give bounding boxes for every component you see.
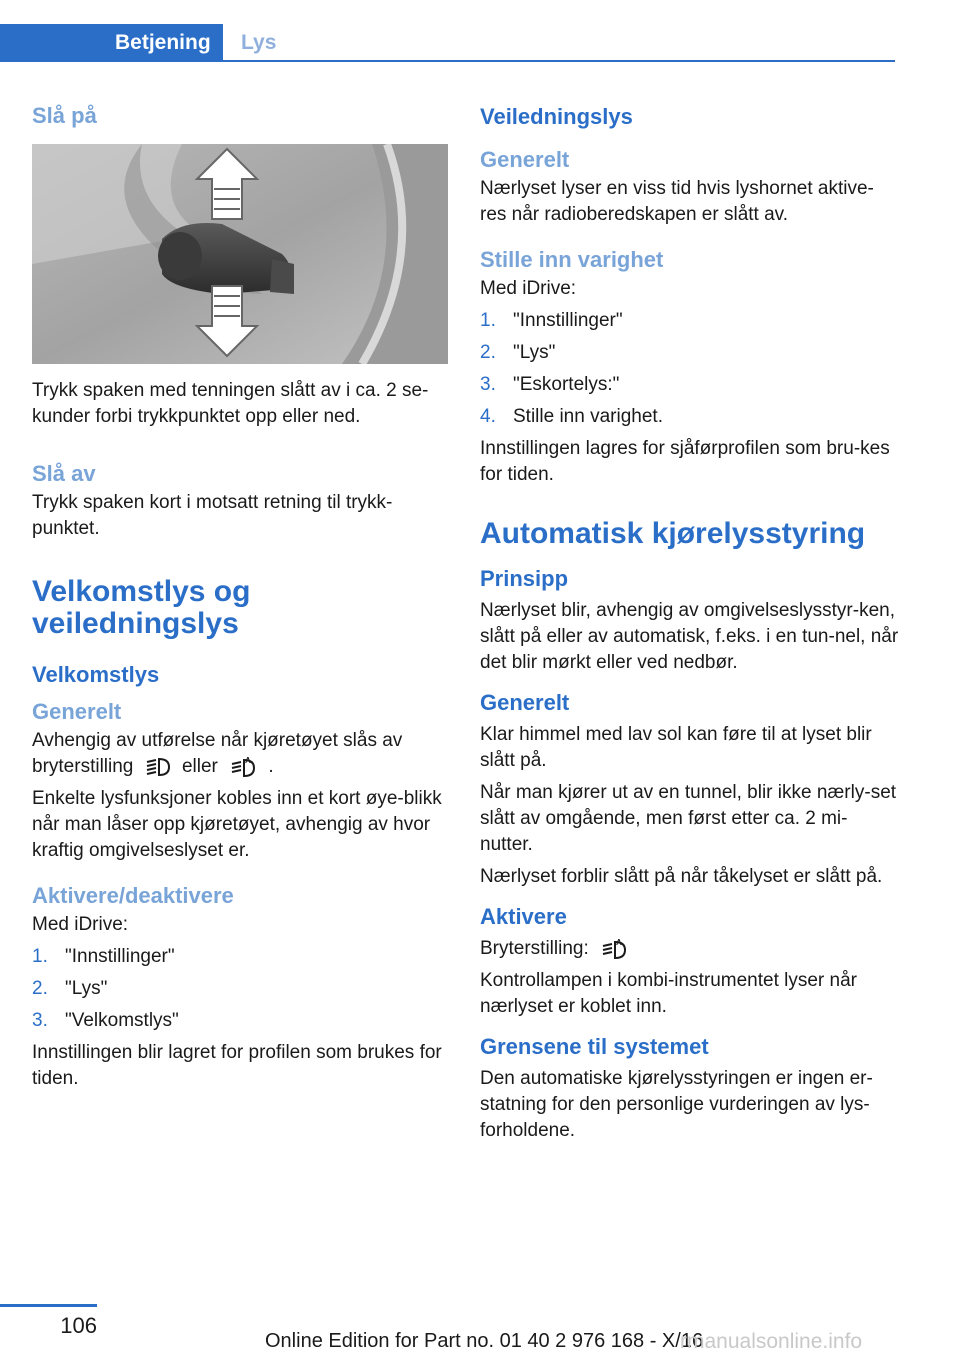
footer-accent-line [0,1304,97,1307]
heading-generelt-auto: Generelt [480,690,570,715]
page-header [0,24,895,62]
heading-sla-av: Slå av [32,461,96,486]
page-number: 106 [60,1313,97,1338]
stalk-illustration-svg [32,144,448,364]
heading-velkomstlys-og-veiledningslys: Velkomstlys og veiledningslys [32,575,251,640]
heading-velkomstlys: Velkomstlys [32,662,160,687]
svg-text:A: A [616,937,622,947]
heading-aktivere-deaktivere: Aktivere/deaktivere [32,883,234,908]
low-beam-icon [145,756,171,778]
tab-betjening[interactable]: Betjening [0,24,223,62]
text-sla-av: Trykk spaken kort i motsatt retning til trykk-punktet. [32,492,393,539]
text-generelt-auto-3: Nærlyset forblir slått på når tåkelyset er slått på. [480,866,883,887]
heading-stille-inn-varighet: Stille inn varighet [480,247,664,272]
list-varighet-steps [480,308,900,430]
list-item: 2. "Lys" [32,978,108,999]
heading-grensene: Grensene til systemet [480,1034,709,1059]
text-generelt-auto-1: Klar himmel med lav sol kan føre til at lyset blir slått på. [480,724,872,771]
heading-generelt-right: Generelt [480,147,570,172]
automatic-light-icon [229,756,257,778]
watermark: rmanualsonline.info [680,1330,863,1353]
stalk-illustration [32,144,448,364]
text-generelt-auto-2: Når man kjører ut av en tunnel, blir ikke nærly-set slått av omgående, men først etter ca. 2 mi-nutter. [480,782,897,855]
text-bryterstilling: Bryterstilling: A [480,936,900,962]
text-generelt-2: Enkelte lysfunksjoner kobles inn et kort øye-blikk når man låser opp kjøretøyet, avhengig av hvor kraftig omgivelseslyset er. [32,788,442,861]
left-column [32,100,450,1098]
heading-prinsipp: Prinsipp [480,566,569,591]
text-grensene: Den automatiske kjørelysstyringen er ingen er-statning for den personlige vurderingen av lys-forholdene. [480,1068,873,1141]
text-med-idrive-left: Med iDrive: [32,914,129,935]
right-column [480,100,900,1150]
edition-text: Online Edition for Part no. 01 40 2 976 168 - X/16 [265,1330,704,1352]
text-med-idrive-right: Med iDrive: [480,278,577,299]
text-generelt-1 [32,728,450,780]
text-kontrollampen: Kontrollampen i kombi-instrumentet lyser når nærlyset er koblet inn. [480,970,857,1017]
list-item: 2. "Lys" [480,342,556,363]
list-item: 3. "Eskortelys:" [480,374,620,395]
list-item: 3. "Velkomstlys" [32,1010,179,1031]
text-generelt-1b: eller [181,756,218,777]
heading-veiledningslys: Veiledningslys [480,104,633,129]
heading-automatisk-kjorelysstyring: Automatisk kjørelysstyring [480,517,866,550]
heading-sla-pa: Slå på [32,103,97,128]
tab-lys[interactable]: Lys [241,31,277,54]
list-item: 4. Stille inn varighet. [480,406,663,427]
heading-aktivere: Aktivere [480,904,567,929]
text-innstilling-lagres: Innstillingen lagres for sjåførprofilen som bru-kes for tiden. [480,438,890,485]
svg-text:A: A [245,755,251,765]
text-sla-pa: Trykk spaken med tenningen slått av i ca. 2 se-kunder forbi trykkpunktet opp eller ned. [32,380,429,427]
text-generelt-1c: . [268,756,274,777]
list-item: 1. "Innstillinger" [32,946,175,967]
list-velkomstlys-steps [32,944,450,1034]
text-veiledningslys-generelt: Nærlyset lyser en viss tid hvis lyshornet aktive-res når radioberedskapen er slått av. [480,178,874,225]
automatic-light-icon [600,938,628,960]
heading-generelt-left: Generelt [32,699,122,724]
list-item: 1. "Innstillinger" [480,310,623,331]
text-innstilling-lagret: Innstillingen blir lagret for profilen som brukes for tiden. [32,1042,442,1089]
text-prinsipp: Nærlyset blir, avhengig av omgivelseslysstyr-ken, slått på eller av automatisk, f.eks. i en tun-nel, når det blir mørkt eller ved nedbør. [480,600,899,673]
text-generelt-1a: Avhengig av utførelse når kjøretøyet slås av bryterstilling [32,730,403,777]
